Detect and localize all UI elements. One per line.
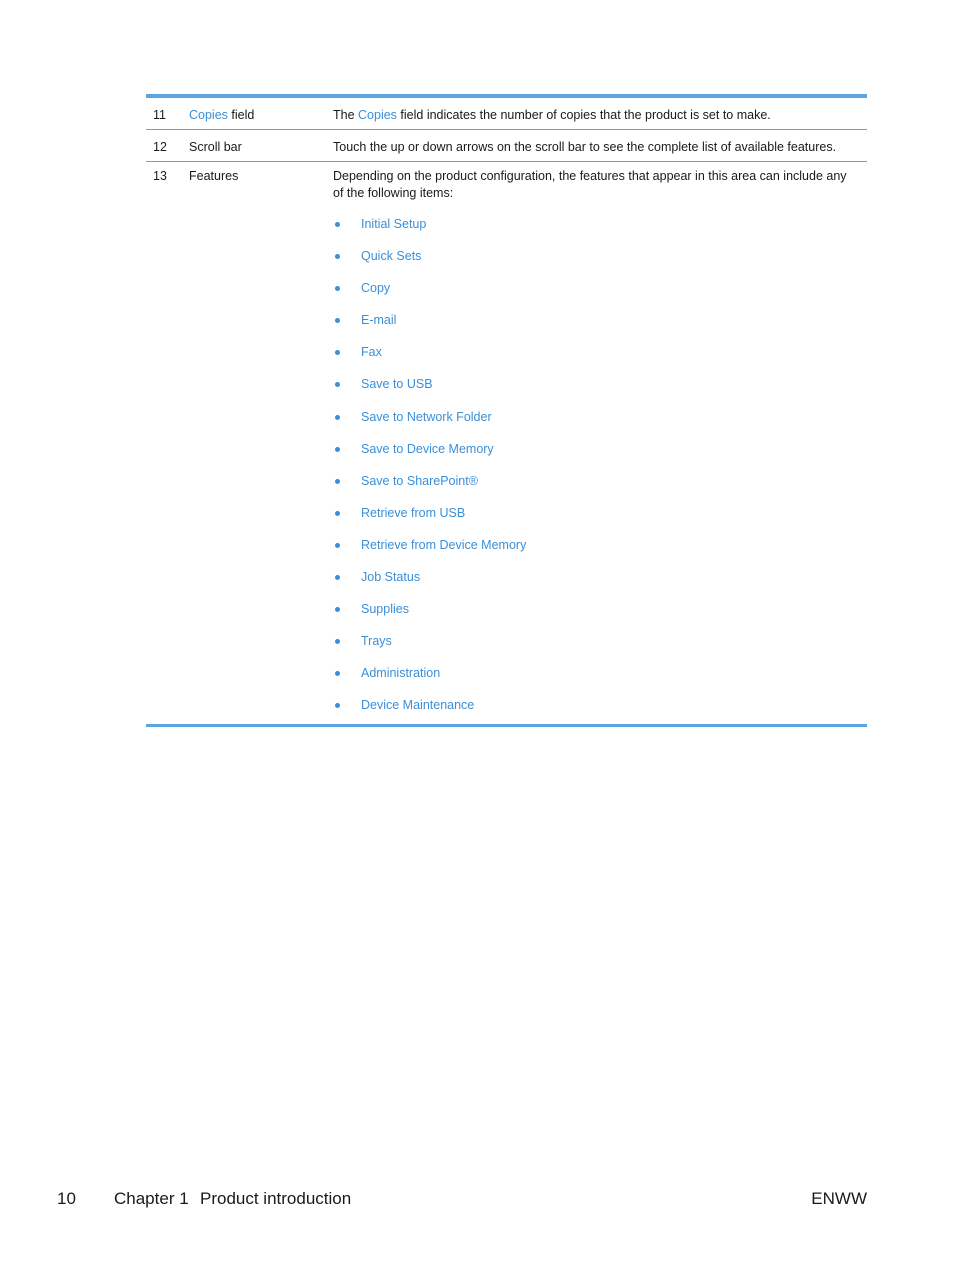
feature-item	[333, 248, 526, 280]
page-number: 10	[57, 1189, 76, 1208]
feature-link[interactable]: Supplies	[361, 602, 409, 617]
copies-desc-link[interactable]: Copies	[358, 108, 397, 122]
desc-prefix: The	[333, 108, 359, 122]
feature-item	[333, 312, 526, 344]
row-item	[189, 107, 254, 124]
feature-item	[333, 409, 526, 441]
bullet-icon	[335, 222, 340, 227]
feature-link[interactable]: Copy	[361, 281, 391, 296]
bullet-icon	[335, 575, 340, 580]
bullet-icon	[335, 318, 340, 323]
bullet-icon	[335, 350, 340, 355]
bullet-icon	[335, 415, 340, 420]
feature-item	[333, 569, 526, 601]
copies-link[interactable]: Copies	[189, 108, 228, 122]
feature-link[interactable]: Quick Sets	[361, 249, 422, 264]
feature-link[interactable]: Save to Network Folder	[361, 409, 492, 424]
feature-item	[333, 537, 526, 569]
feature-item	[333, 505, 526, 537]
bullet-icon	[335, 479, 340, 484]
feature-link[interactable]: Save to Device Memory	[361, 441, 494, 456]
row-item-suffix: field	[227, 108, 255, 122]
feature-link[interactable]: Retrieve from Device Memory	[361, 537, 527, 552]
bullet-icon	[335, 382, 340, 387]
bullet-icon	[335, 703, 340, 708]
bullet-icon	[335, 639, 340, 644]
feature-link[interactable]: Retrieve from USB	[361, 505, 466, 520]
feature-link[interactable]: Device Maintenance	[361, 698, 475, 713]
row-item: Scroll bar	[189, 140, 242, 154]
feature-item	[333, 473, 526, 505]
feature-table	[146, 94, 867, 727]
chapter-title: Product introduction	[200, 1189, 352, 1208]
row-description	[333, 107, 858, 124]
feature-link[interactable]: Administration	[361, 666, 441, 681]
table-row	[146, 129, 867, 161]
feature-item	[333, 697, 526, 729]
feature-link[interactable]: Fax	[361, 345, 382, 360]
bullet-icon	[335, 543, 340, 548]
feature-link[interactable]: Job Status	[361, 570, 421, 585]
bullet-icon	[335, 671, 340, 676]
bullet-icon	[335, 607, 340, 612]
bullet-icon	[335, 254, 340, 259]
row-number: 12	[153, 140, 167, 154]
row-item: Features	[189, 169, 239, 183]
feature-item	[333, 441, 526, 473]
feature-link[interactable]: Trays	[361, 634, 392, 649]
feature-item	[333, 216, 526, 248]
bullet-icon	[335, 286, 340, 291]
row-number: 11	[153, 108, 166, 122]
chapter-label: Chapter 1	[114, 1189, 189, 1208]
feature-item	[333, 665, 526, 697]
desc-suffix: field indicates the number of copies that the product is set to make.	[396, 108, 771, 122]
bullet-icon	[335, 511, 340, 516]
feature-item	[333, 280, 526, 312]
footer-code: ENWW	[811, 1189, 867, 1208]
table-row	[146, 98, 867, 129]
feature-link[interactable]: Initial Setup	[361, 217, 427, 231]
feature-link[interactable]: E-mail	[361, 313, 397, 328]
feature-item	[333, 601, 526, 633]
table-row	[146, 161, 867, 724]
feature-link[interactable]: Save to USB	[361, 377, 433, 392]
feature-item	[333, 633, 526, 665]
feature-item	[333, 376, 526, 408]
feature-item	[333, 344, 526, 376]
bullet-icon	[335, 447, 340, 452]
row-description: Touch the up or down arrows on the scroll bar to see the complete list of available features.	[333, 140, 837, 154]
features-list	[333, 216, 526, 730]
row-description: Depending on the product configuration, the features that appear in this area can include any of the following items:	[333, 169, 847, 200]
feature-link[interactable]: Save to SharePoint®	[361, 473, 478, 488]
row-number: 13	[153, 169, 167, 183]
